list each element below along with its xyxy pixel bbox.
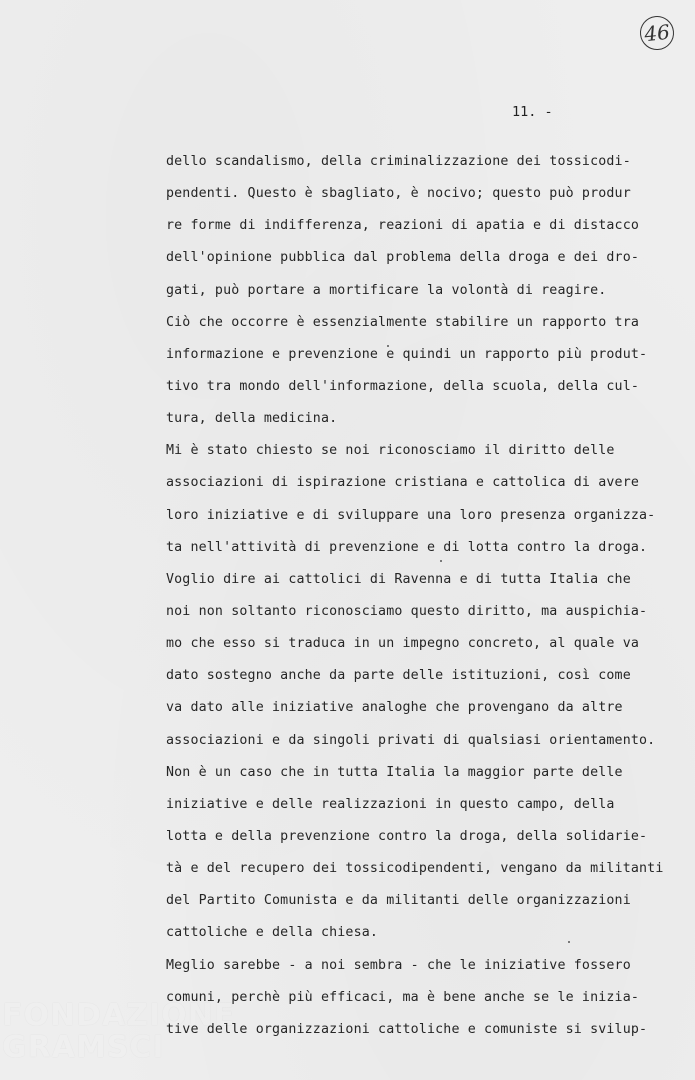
text-line: mo che esso si traduca in un impegno concreto, al quale va xyxy=(166,636,640,652)
text-line: dell'opinione pubblica dal problema della droga e dei dro- xyxy=(166,250,640,266)
text-line: Non è un caso che in tutta Italia la maggior parte delle xyxy=(166,764,623,780)
text-line: gati, può portare a mortificare la volontà di reagire. xyxy=(166,282,607,298)
text-line: tivo tra mondo dell'informazione, della scuola, della cul- xyxy=(166,378,640,394)
text-line: iniziative e delle realizzazioni in questo campo, della xyxy=(166,796,615,812)
archive-page-stamp xyxy=(638,14,675,51)
text-line: re forme di indifferenza, reazioni di apatia e di distacco xyxy=(166,218,640,234)
typewritten-body xyxy=(166,146,666,1046)
text-line: Meglio sarebbe - a noi sembra - che le iniziative fossero xyxy=(166,957,631,973)
text-line: loro iniziative e di sviluppare una loro presenza organizza- xyxy=(166,507,656,523)
watermark-line-1: FONDAZIONE xyxy=(2,998,236,1033)
text-line: tura, della medicina. xyxy=(166,411,338,427)
text-line: Voglio dire ai cattolici di Ravenna e di tutta Italia che xyxy=(166,571,631,587)
foundation-watermark xyxy=(2,998,236,1075)
text-line: pendenti. Questo è sbagliato, è nocivo; questo può produr xyxy=(166,186,631,202)
text-line: dello scandalismo, della criminalizzazione dei tossicodi- xyxy=(166,154,631,169)
text-line: informazione e prevenzione e quindi un rapporto più produt- xyxy=(166,346,648,362)
archive-stamp-number: 46 xyxy=(643,19,671,47)
text-line: associazioni e da singoli privati di qualsiasi orientamento. xyxy=(166,732,656,748)
text-line: ta nell'attività di prevenzione e di lotta contro la droga. xyxy=(166,539,648,555)
text-line: associazioni di ispirazione cristiana e cattolica di avere xyxy=(166,475,640,491)
page-number: 11. - xyxy=(512,104,553,120)
paper-speck xyxy=(440,560,442,562)
text-line: tà e del recupero dei tossicodipendenti, vengano da militanti xyxy=(166,861,664,877)
text-line: noi non soltanto riconosciamo questo diritto, ma auspichia- xyxy=(166,603,648,619)
text-line: va dato alle iniziative analoghe che provengano da altre xyxy=(166,700,623,716)
text-line: Mi è stato chiesto se noi riconosciamo il diritto delle xyxy=(166,443,615,459)
watermark-line-2: GRAMSCI xyxy=(2,1030,165,1065)
text-line: lotta e della prevenzione contro la droga, della solidarie- xyxy=(166,828,648,844)
text-line: tive delle organizzazioni cattoliche e comuniste si svilup- xyxy=(166,1021,648,1037)
text-line: comuni, perchè più efficaci, ma è bene anche se le inizia- xyxy=(166,989,640,1005)
text-line: Ciò che occorre è essenzialmente stabilire un rapporto tra xyxy=(166,314,640,330)
paper-speck xyxy=(387,345,389,347)
text-line: del Partito Comunista e da militanti delle organizzazioni xyxy=(166,893,631,909)
text-line: dato sostegno anche da parte delle istituzioni, così come xyxy=(166,668,631,684)
text-line: cattoliche e della chiesa. xyxy=(166,925,379,941)
paper-speck xyxy=(568,941,570,943)
